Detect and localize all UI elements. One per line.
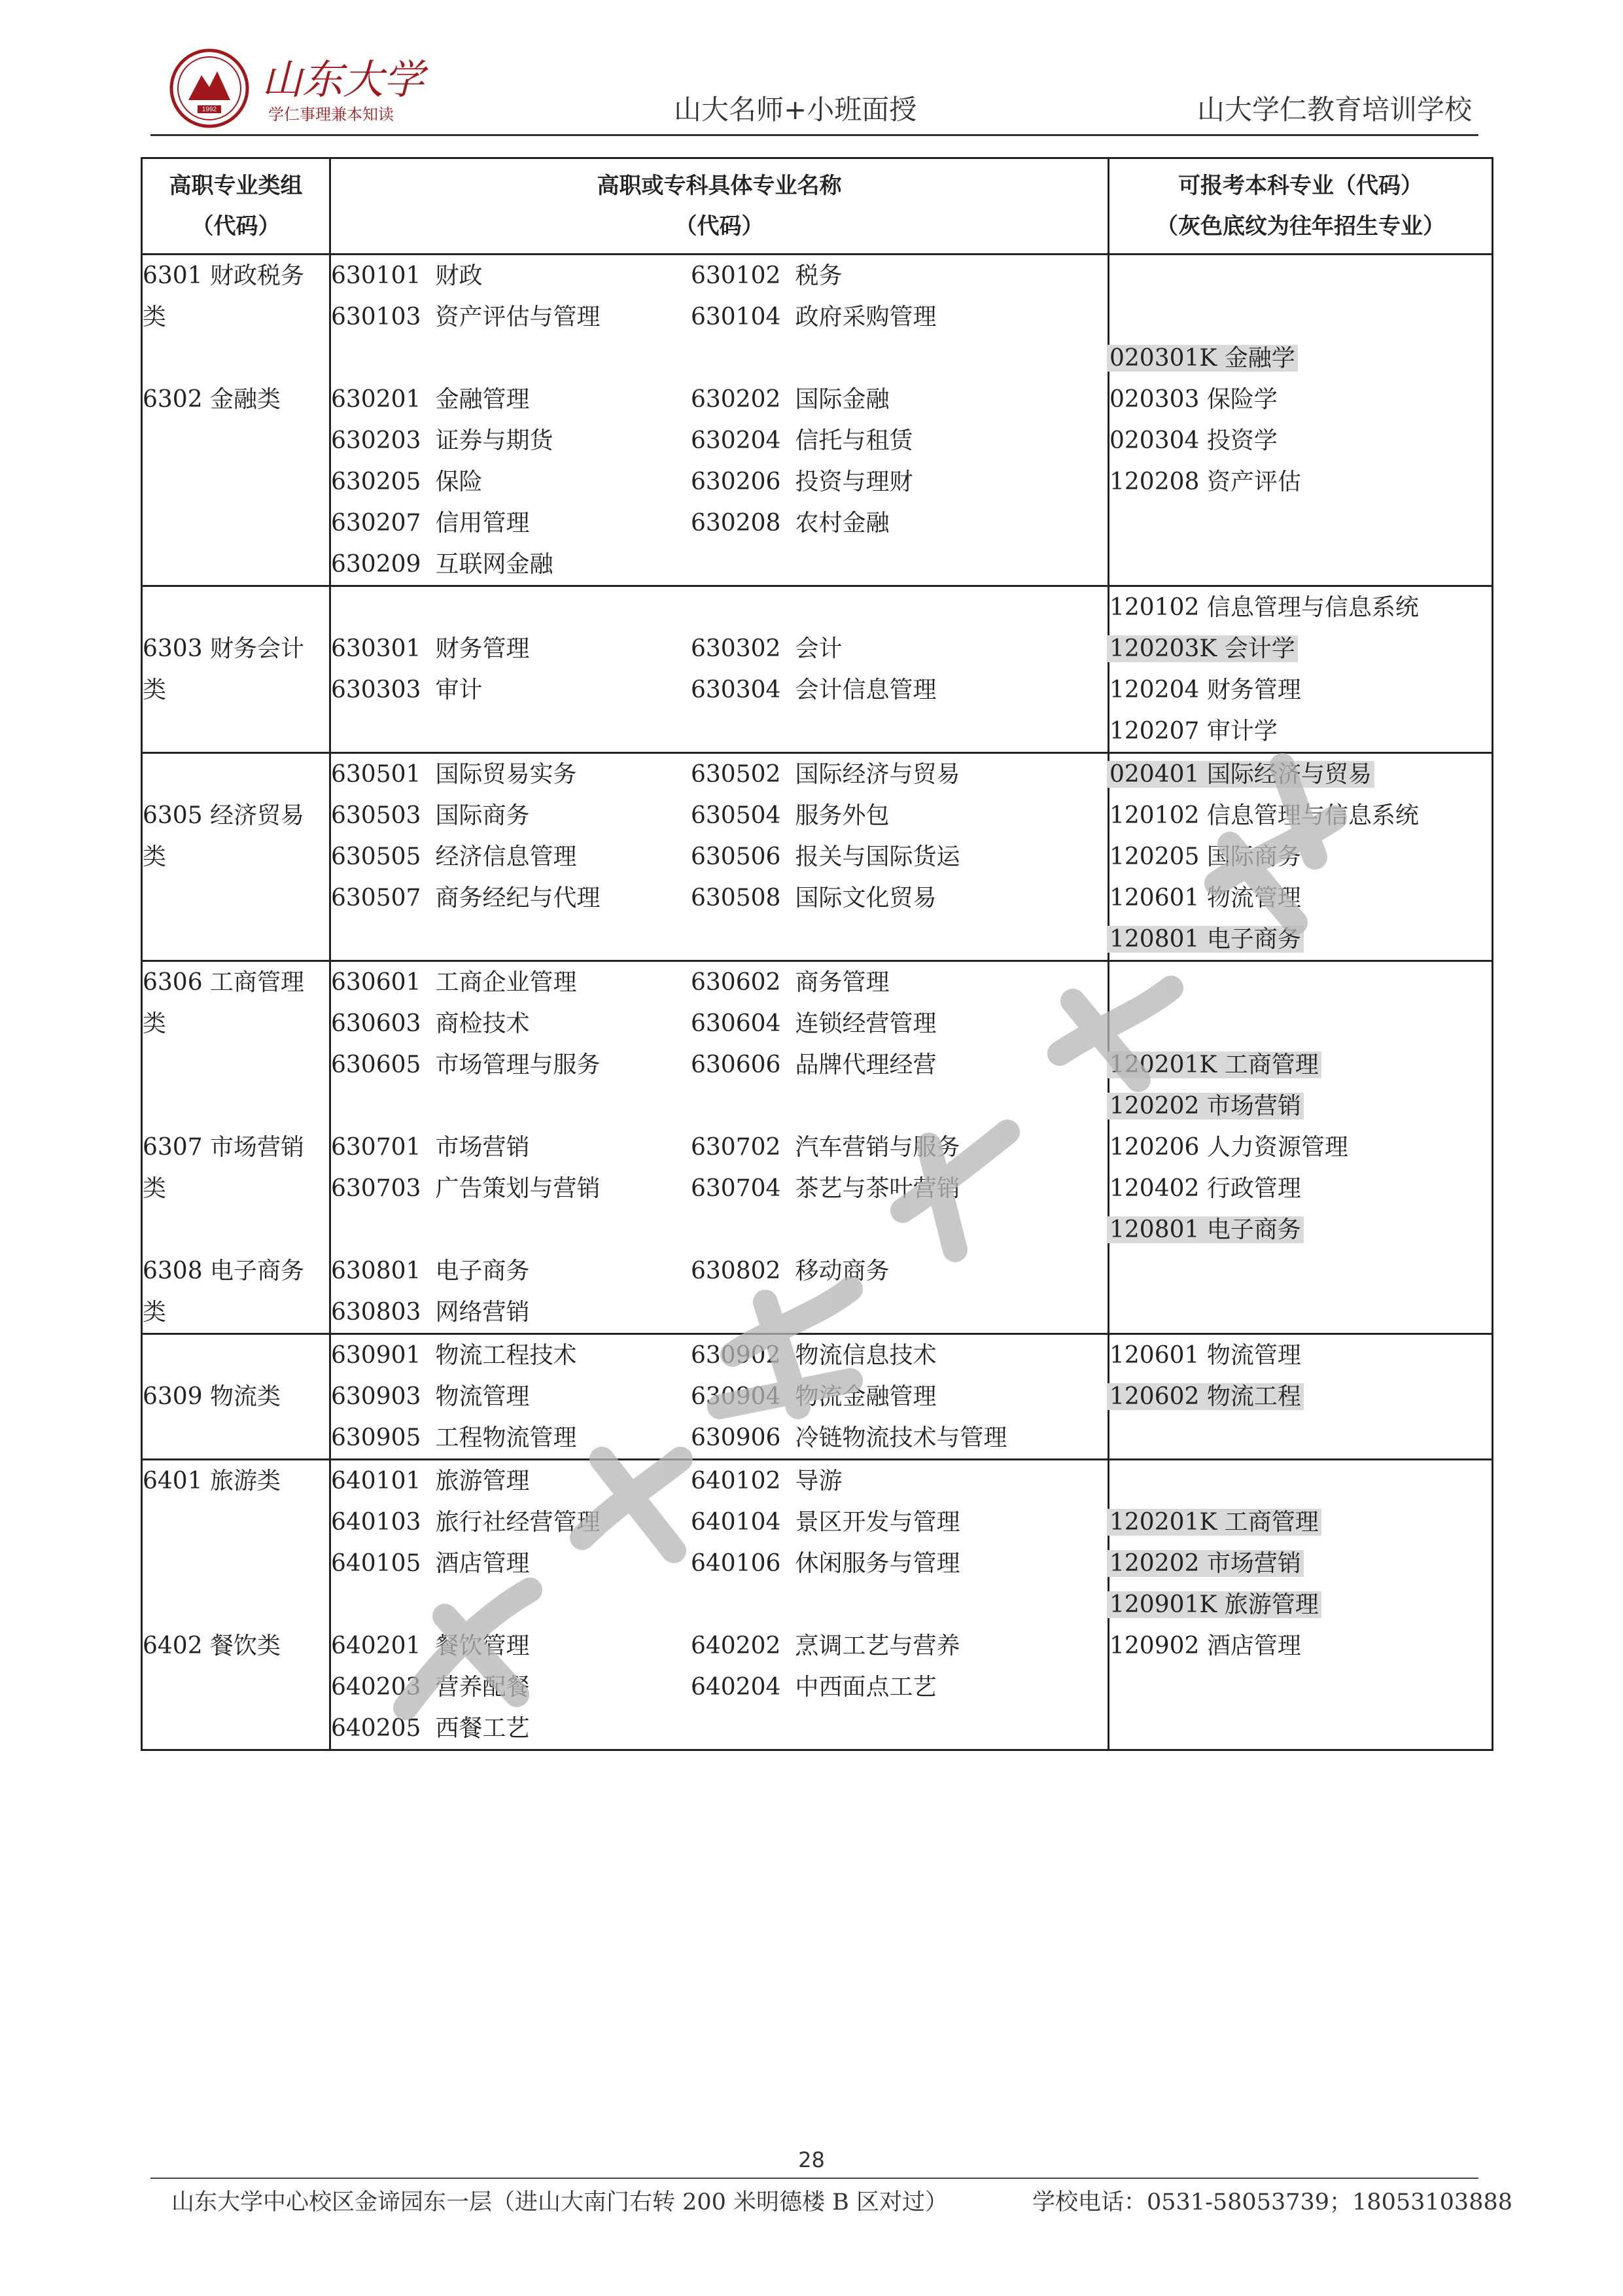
bachelor-major: 020304 投资学: [1109, 427, 1278, 454]
bachelor-major-highlighted: 120201K 工商管理: [1107, 1051, 1321, 1078]
major-code: 640105: [331, 1550, 421, 1577]
major-name: 商检技术: [435, 1010, 530, 1037]
major-name: 茶艺与茶叶营销: [795, 1175, 960, 1202]
major-item: [691, 1044, 936, 1086]
major-item: [691, 1502, 960, 1543]
major-item: [331, 1044, 691, 1086]
bachelor-major-highlighted: 120201K 工商管理: [1107, 1509, 1321, 1536]
major-code: 630201: [331, 386, 421, 413]
page-number: 28: [798, 2147, 825, 2172]
major-name: 政府采购管理: [795, 304, 937, 330]
logo-wordmark: 山东大学: [262, 56, 425, 103]
major-code: 630704: [691, 1175, 781, 1202]
major-code: 630207: [331, 510, 421, 537]
major-name: 工程物流管理: [435, 1424, 577, 1451]
bachelor-major: 120402 行政管理: [1109, 1175, 1301, 1202]
major-item: [331, 461, 691, 503]
major-name: 互联网金融: [435, 551, 553, 578]
major-item: [691, 379, 889, 420]
major-item: [691, 1003, 936, 1044]
group-code-line: 6306 工商管理: [143, 969, 305, 996]
major-name: 物流信息技术: [795, 1342, 937, 1369]
major-code: 640202: [691, 1633, 781, 1659]
major-name: 休闲服务与管理: [795, 1550, 960, 1577]
major-item: [691, 420, 913, 461]
major-code: 630803: [331, 1299, 421, 1326]
table-header-row: [142, 158, 1493, 255]
bachelor-major-highlighted: 120901K 旅游管理: [1107, 1591, 1321, 1618]
major-code: 630303: [331, 677, 421, 703]
major-name: 电子商务: [435, 1258, 530, 1284]
major-code: 630501: [331, 761, 421, 788]
major-item: [691, 836, 960, 877]
major-name: 审计: [435, 677, 483, 703]
major-code: 630901: [331, 1342, 421, 1369]
major-item: [691, 754, 960, 795]
major-name: 国际金融: [795, 386, 890, 413]
major-item: [331, 296, 691, 338]
table-row: [142, 255, 1493, 586]
specific-majors-cell: [330, 255, 1109, 586]
major-name: 商务管理: [795, 969, 890, 996]
eligible-bachelor-cell: [1109, 961, 1493, 1334]
major-item: [691, 461, 913, 503]
major-item: [331, 1708, 691, 1749]
major-item: [331, 255, 691, 296]
major-item: [331, 669, 691, 711]
bachelor-major: 020303 保险学: [1109, 386, 1278, 413]
major-item: [331, 1502, 691, 1543]
major-item: [331, 1543, 691, 1584]
major-code: 630505: [331, 843, 421, 870]
major-code: 630104: [691, 304, 781, 330]
bachelor-major-highlighted: 120602 物流工程: [1107, 1383, 1304, 1410]
group-code-line: 6307 市场营销: [143, 1134, 305, 1161]
group-code-line: 类: [143, 677, 167, 703]
bachelor-major: 120208 资产评估: [1109, 468, 1301, 495]
major-code: 630203: [331, 427, 421, 454]
bachelor-major: 120204 财务管理: [1109, 677, 1301, 703]
major-name: 景区开发与管理: [795, 1509, 960, 1536]
specific-majors-cell: [330, 961, 1109, 1334]
major-name: 网络营销: [435, 1299, 530, 1326]
major-code: 630904: [691, 1383, 781, 1410]
major-code: 630906: [691, 1424, 781, 1451]
major-item: [691, 795, 889, 836]
major-item: [691, 877, 936, 919]
major-item: [691, 1127, 960, 1168]
major-item: [691, 1376, 936, 1417]
major-code: 630102: [691, 262, 781, 289]
major-name: 导游: [795, 1468, 843, 1494]
major-name: 冷链物流技术与管理: [795, 1424, 1007, 1451]
major-code: 640204: [691, 1674, 781, 1701]
major-code: 640203: [331, 1674, 421, 1701]
major-item: [331, 1127, 691, 1168]
major-code: 640103: [331, 1509, 421, 1536]
major-name: 旅行社经营管理: [435, 1509, 601, 1536]
logo-motto: 学仁事理兼本知读: [268, 105, 394, 124]
major-item: [331, 628, 691, 669]
major-name: 报关与国际货运: [795, 843, 960, 870]
major-name: 物流管理: [435, 1383, 530, 1410]
bachelor-major: 120601 物流管理: [1109, 885, 1301, 911]
major-item: [691, 962, 889, 1003]
table-row: [142, 586, 1493, 753]
major-code: 640101: [331, 1468, 421, 1494]
group-code-cell: [142, 1334, 330, 1460]
table-row: [142, 1334, 1493, 1460]
bachelor-major-highlighted: 020401 国际经济与贸易: [1107, 761, 1374, 788]
major-item: [331, 836, 691, 877]
major-item: [331, 754, 691, 795]
major-mapping-table: [141, 157, 1493, 1751]
major-name: 市场管理与服务: [435, 1051, 601, 1078]
major-code: 630606: [691, 1051, 781, 1078]
major-name: 会计: [795, 635, 843, 662]
bachelor-major-highlighted: 120801 电子商务: [1107, 926, 1304, 953]
header-slogan: 山大名师+小班面授: [674, 94, 917, 126]
major-code: 640205: [331, 1715, 421, 1742]
major-code: 640201: [331, 1633, 421, 1659]
major-name: 品牌代理经营: [795, 1051, 937, 1078]
specific-majors-cell: [330, 753, 1109, 961]
group-code-line: 类: [143, 1010, 167, 1037]
major-name: 市场营销: [435, 1134, 530, 1161]
page-header: [150, 36, 1478, 134]
major-name: 服务外包: [795, 802, 890, 829]
bachelor-major-highlighted: 120801 电子商务: [1107, 1216, 1304, 1243]
major-code: 630506: [691, 843, 781, 870]
major-item: [331, 1250, 691, 1292]
major-name: 国际贸易实务: [435, 761, 577, 788]
major-name: 经济信息管理: [435, 843, 577, 870]
major-code: 630504: [691, 802, 781, 829]
major-code: 630605: [331, 1051, 421, 1078]
major-code: 640102: [691, 1468, 781, 1494]
bachelor-major: 120102 信息管理与信息系统: [1109, 594, 1419, 621]
bachelor-major-highlighted: 020301K 金融学: [1107, 345, 1298, 372]
major-code: 630101: [331, 262, 421, 289]
major-item: [691, 1417, 1007, 1458]
specific-majors-cell: [330, 586, 1109, 753]
footer-divider: [150, 2178, 1478, 2179]
major-item: [691, 628, 842, 669]
group-code-line: 类: [143, 1299, 167, 1326]
major-name: 酒店管理: [435, 1550, 530, 1577]
group-code-line: 6402 餐饮类: [143, 1633, 281, 1659]
specific-majors-cell: [330, 1334, 1109, 1460]
specific-majors-cell: [330, 1460, 1109, 1750]
major-item: [331, 1625, 691, 1667]
major-item: [331, 1667, 691, 1708]
group-code-line: 类: [143, 843, 167, 870]
header-group-code: 高职专业类组 （代码）: [142, 158, 330, 255]
header-eligible-bachelor: 可报考本科专业（代码） （灰色底纹为往年招生专业）: [1109, 158, 1493, 255]
group-code-line: 6401 旅游类: [143, 1468, 281, 1494]
major-item: [331, 877, 691, 919]
major-item: [691, 503, 889, 544]
major-code: 630602: [691, 969, 781, 996]
major-name: 国际经济与贸易: [795, 761, 960, 788]
major-name: 国际商务: [435, 802, 530, 829]
major-name: 会计信息管理: [795, 677, 937, 703]
bachelor-major: 120207 审计学: [1109, 718, 1278, 745]
major-item: [691, 1625, 960, 1667]
major-code: 630902: [691, 1342, 781, 1369]
eligible-bachelor-cell: [1109, 753, 1493, 961]
major-name: 移动商务: [795, 1258, 890, 1284]
major-item: [331, 962, 691, 1003]
bachelor-major: 120601 物流管理: [1109, 1342, 1301, 1369]
major-code: 630801: [331, 1258, 421, 1284]
major-code: 640104: [691, 1509, 781, 1536]
major-item: [691, 296, 936, 338]
group-code-cell: [142, 1460, 330, 1750]
header-divider: [150, 134, 1478, 136]
group-code-line: [143, 338, 329, 379]
group-code-cell: [142, 255, 330, 586]
group-code-cell: [142, 961, 330, 1334]
major-item: [331, 795, 691, 836]
major-item: [331, 1168, 691, 1209]
major-item: [331, 420, 691, 461]
major-name: 投资与理财: [795, 468, 913, 495]
major-name: 中西面点工艺: [795, 1674, 937, 1701]
major-code: 630103: [331, 304, 421, 330]
major-item: [331, 1417, 691, 1458]
logo-year: 1992: [201, 106, 217, 113]
major-name: 餐饮管理: [435, 1633, 530, 1659]
footer-phone: 学校电话：0531-58053739；18053103888: [1032, 2189, 1512, 2216]
major-code: 630508: [691, 885, 781, 911]
major-name: 物流金融管理: [795, 1383, 937, 1410]
major-name: 连锁经营管理: [795, 1010, 937, 1037]
table-row: [142, 1460, 1493, 1750]
major-item: [691, 1168, 960, 1209]
major-name: 资产评估与管理: [435, 304, 601, 330]
major-item: [331, 544, 691, 585]
major-item: [691, 255, 842, 296]
eligible-bachelor-cell: [1109, 586, 1493, 753]
bachelor-major-highlighted: 120203K 会计学: [1107, 635, 1298, 662]
major-code: 630603: [331, 1010, 421, 1037]
major-item: [691, 1667, 936, 1708]
eligible-bachelor-cell: [1109, 1334, 1493, 1460]
major-name: 财务管理: [435, 635, 530, 662]
major-name: 商务经纪与代理: [435, 885, 601, 911]
major-name: 信用管理: [435, 510, 530, 537]
group-code-line: 6305 经济贸易: [143, 802, 305, 829]
major-code: 630802: [691, 1258, 781, 1284]
major-name: 工商企业管理: [435, 969, 577, 996]
major-name: 国际文化贸易: [795, 885, 937, 911]
major-code: 630502: [691, 761, 781, 788]
major-item: [331, 1460, 691, 1502]
eligible-bachelor-cell: [1109, 1460, 1493, 1750]
eligible-bachelor-cell: [1109, 255, 1493, 586]
bachelor-major-highlighted: 120202 市场营销: [1107, 1093, 1304, 1120]
major-item: [331, 503, 691, 544]
group-code-line: 6308 电子商务: [143, 1258, 305, 1284]
bachelor-major-highlighted: 120202 市场营销: [1107, 1550, 1304, 1577]
group-code-line: 类: [143, 1175, 167, 1202]
header-school-name: 山大学仁教育培训学校: [1196, 94, 1472, 126]
major-code: 630208: [691, 510, 781, 537]
major-code: 630903: [331, 1383, 421, 1410]
bachelor-major: 120205 国际商务: [1109, 843, 1301, 870]
major-name: 税务: [795, 262, 843, 289]
major-code: 630503: [331, 802, 421, 829]
major-name: 财政: [435, 262, 483, 289]
major-name: 金融管理: [435, 386, 530, 413]
group-code-line: 6309 物流类: [143, 1383, 281, 1410]
major-code: 630601: [331, 969, 421, 996]
major-name: 物流工程技术: [435, 1342, 577, 1369]
shandong-university-logo: [164, 43, 438, 134]
major-name: 营养配餐: [435, 1674, 530, 1701]
major-code: 630206: [691, 468, 781, 495]
major-code: 630202: [691, 386, 781, 413]
group-code-line: 6301 财政税务: [143, 262, 305, 289]
major-name: 烹调工艺与营养: [795, 1633, 960, 1659]
bachelor-major: 120206 人力资源管理: [1109, 1134, 1348, 1161]
major-item: [691, 1335, 936, 1376]
major-code: 630702: [691, 1134, 781, 1161]
major-name: 西餐工艺: [435, 1715, 530, 1742]
table-row: [142, 961, 1493, 1334]
major-item: [691, 1543, 960, 1584]
major-code: 630209: [331, 551, 421, 578]
major-item: [331, 1376, 691, 1417]
major-code: 630304: [691, 677, 781, 703]
major-code: 630701: [331, 1134, 421, 1161]
major-name: 保险: [435, 468, 483, 495]
bachelor-major: 120102 信息管理与信息系统: [1109, 802, 1419, 829]
major-item: [331, 1003, 691, 1044]
group-code-cell: [142, 586, 330, 753]
bachelor-major: 120902 酒店管理: [1109, 1633, 1301, 1659]
major-name: 旅游管理: [435, 1468, 530, 1494]
group-code-line: 6302 金融类: [143, 386, 281, 413]
table-row: [142, 753, 1493, 961]
major-code: 630604: [691, 1010, 781, 1037]
footer-address: 山东大学中心校区金谛园东一层（进山大南门右转 200 米明德楼 B 区对过）: [171, 2189, 949, 2216]
major-item: [331, 1335, 691, 1376]
major-code: 630301: [331, 635, 421, 662]
major-code: 630204: [691, 427, 781, 454]
major-code: 630302: [691, 635, 781, 662]
major-item: [691, 1250, 889, 1292]
major-code: 630205: [331, 468, 421, 495]
major-code: 630905: [331, 1424, 421, 1451]
major-name: 广告策划与营销: [435, 1175, 601, 1202]
major-name: 信托与租赁: [795, 427, 913, 454]
major-name: 农村金融: [795, 510, 890, 537]
group-code-cell: [142, 753, 330, 961]
major-code: 630703: [331, 1175, 421, 1202]
major-item: [691, 669, 936, 711]
major-name: 汽车营销与服务: [795, 1134, 960, 1161]
major-item: [331, 379, 691, 420]
header-specific-major: 高职或专科具体专业名称 （代码）: [330, 158, 1109, 255]
major-item: [331, 1292, 691, 1333]
group-code-line: 6303 财务会计: [143, 635, 305, 662]
major-item: [691, 1460, 842, 1502]
group-code-line: 类: [143, 304, 167, 330]
major-name: 证券与期货: [435, 427, 553, 454]
major-code: 640106: [691, 1550, 781, 1577]
major-code: 630507: [331, 885, 421, 911]
